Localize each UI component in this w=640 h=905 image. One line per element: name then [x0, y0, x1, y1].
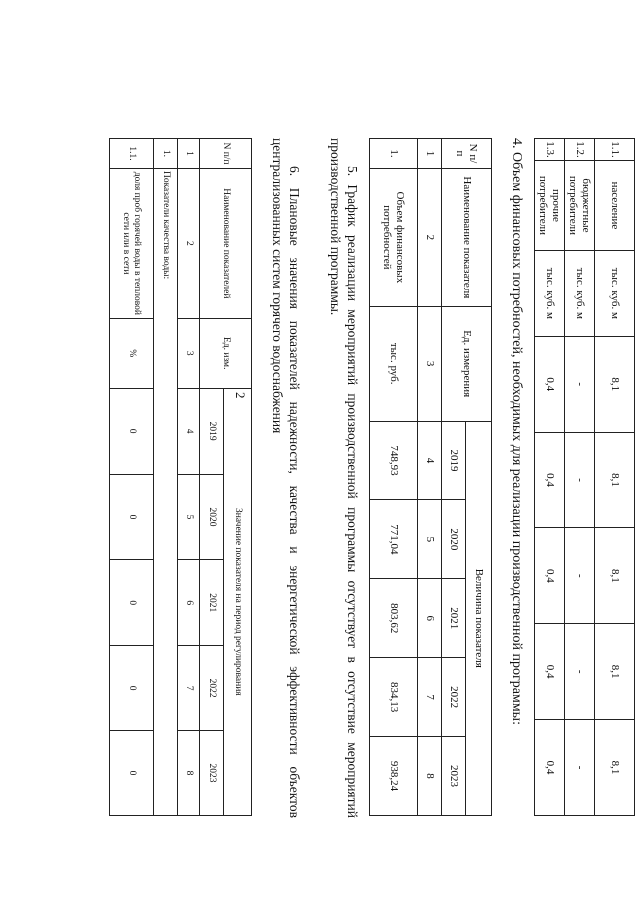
year-header: 2023: [442, 737, 466, 816]
word: качества: [287, 485, 302, 535]
section-5-line-2: производственной программы.: [328, 138, 344, 316]
table-row: [370, 139, 418, 816]
row-name: Объем финансовых потребностей: [370, 168, 418, 306]
financial-needs-table: [369, 138, 492, 816]
column-number: 6: [418, 579, 442, 658]
header-value: Значение показателя на период регулирования: [224, 388, 252, 815]
value-cell: 0: [110, 731, 154, 816]
header-unit: Ед. измерения: [442, 306, 492, 421]
section-6-paragraph: [268, 138, 302, 818]
row-name: прочие потребители: [535, 160, 565, 250]
column-number: 8: [418, 737, 442, 816]
word: объектов: [287, 766, 302, 818]
word: График: [345, 184, 360, 227]
table-row: [110, 139, 154, 816]
year-header: 2019: [442, 421, 466, 500]
word: показателей: [287, 320, 302, 390]
value-cell: 0: [110, 646, 154, 731]
value-cell: -: [565, 624, 595, 720]
row-unit: тыс. куб. м: [595, 250, 635, 336]
word: мероприятий: [345, 742, 360, 818]
column-number-row: [178, 139, 200, 816]
column-number: 8: [178, 731, 200, 816]
year-header: 2023: [200, 731, 224, 816]
column-number: 7: [178, 646, 200, 731]
section-5-line-1: [343, 138, 360, 818]
value-cell: -: [565, 720, 595, 816]
word: мероприятий: [345, 309, 360, 386]
value-cell: 771,04: [370, 500, 418, 579]
value-cell: -: [565, 528, 595, 624]
header-row: [466, 139, 492, 816]
word: значения: [287, 257, 302, 309]
word: программы: [345, 507, 360, 573]
section-4-heading: 4. Объем финансовых потребностей, необходимых для реализации производственной программы:: [509, 138, 524, 725]
year-header: 2019: [200, 388, 224, 474]
section-6-line-2: централизованных систем горячего водоснабжения: [270, 138, 286, 434]
section-5-paragraph: [326, 138, 360, 818]
row-number: 1.: [154, 139, 178, 169]
word: отсутствие: [345, 671, 360, 734]
table-row: [595, 139, 635, 816]
row-number: 1.3.: [535, 139, 565, 161]
word: и: [287, 546, 302, 554]
value-cell: 8,1: [595, 720, 635, 816]
word: реализации: [345, 234, 360, 301]
column-number: 5: [178, 474, 200, 560]
header-number: N п/п: [200, 139, 252, 169]
value-cell: 803,62: [370, 579, 418, 658]
word: энергетической: [287, 565, 302, 655]
year-header: 2022: [442, 658, 466, 737]
consumption-table: [534, 138, 635, 816]
value-cell: 938,24: [370, 737, 418, 816]
header-number: N п/п: [442, 139, 492, 169]
word: 6.: [287, 166, 302, 177]
table-row: [535, 139, 565, 816]
row-unit: тыс. куб. м: [565, 250, 595, 336]
column-number: 2: [178, 168, 200, 318]
word: надежности,: [287, 401, 302, 474]
year-header: 2020: [442, 500, 466, 579]
quality-indicators-table: [109, 138, 252, 816]
header-unit: Ед. изм.: [200, 318, 252, 388]
year-header: 2021: [200, 560, 224, 646]
value-cell: 8,1: [595, 432, 635, 528]
row-unit: тыс. куб. м: [535, 250, 565, 336]
value-cell: -: [565, 336, 595, 432]
value-cell: 834,13: [370, 658, 418, 737]
year-header: 2021: [442, 579, 466, 658]
row-name: бюджетные потребители: [565, 160, 595, 250]
value-cell: 0,4: [535, 336, 565, 432]
word: 5.: [345, 166, 360, 177]
year-header: 2020: [200, 474, 224, 560]
value-cell: 748,93: [370, 421, 418, 500]
column-number: 1: [178, 139, 200, 169]
section-row-label: Показатели качества воды:: [154, 168, 178, 815]
row-number: 1.1.: [110, 139, 154, 169]
word: производственной: [345, 393, 360, 499]
row-number: 1.: [370, 139, 418, 169]
column-number: 4: [178, 388, 200, 474]
year-header: 2022: [200, 646, 224, 731]
column-number: 7: [418, 658, 442, 737]
column-number: 3: [418, 306, 442, 421]
table-row: [565, 139, 595, 816]
column-number: 1: [418, 139, 442, 169]
section-row: [154, 139, 178, 816]
row-name: население: [595, 160, 635, 250]
row-unit: %: [110, 318, 154, 388]
column-number-row: [418, 139, 442, 816]
column-number: 2: [418, 168, 442, 306]
section-6-line-1: [285, 138, 302, 818]
page-number: 2: [233, 392, 248, 399]
value-cell: 8,1: [595, 528, 635, 624]
header-value: Величина показателя: [466, 421, 492, 815]
column-number: 4: [418, 421, 442, 500]
column-number: 3: [178, 318, 200, 388]
value-cell: 0,4: [535, 720, 565, 816]
row-name: доля проб горячей воды в тепловой сети или в сети: [110, 168, 154, 318]
value-cell: 0: [110, 474, 154, 560]
row-unit: тыс. руб.: [370, 306, 418, 421]
value-cell: 8,1: [595, 336, 635, 432]
value-cell: 0,4: [535, 528, 565, 624]
word: в: [345, 656, 360, 663]
column-number: 6: [178, 560, 200, 646]
header-row: [224, 139, 252, 816]
value-cell: 0: [110, 388, 154, 474]
value-cell: -: [565, 432, 595, 528]
word: Плановые: [287, 187, 302, 246]
value-cell: 0,4: [535, 624, 565, 720]
value-cell: 0,4: [535, 432, 565, 528]
value-cell: 0: [110, 560, 154, 646]
row-number: 1.1.: [595, 139, 635, 161]
word: отсутствует: [345, 580, 360, 649]
row-number: 1.2.: [565, 139, 595, 161]
word: эффективности: [287, 666, 302, 755]
value-cell: 8,1: [595, 624, 635, 720]
header-name: Наименование показателей: [200, 168, 252, 318]
column-number: 5: [418, 500, 442, 579]
header-name: Наименование показателя: [442, 168, 492, 306]
